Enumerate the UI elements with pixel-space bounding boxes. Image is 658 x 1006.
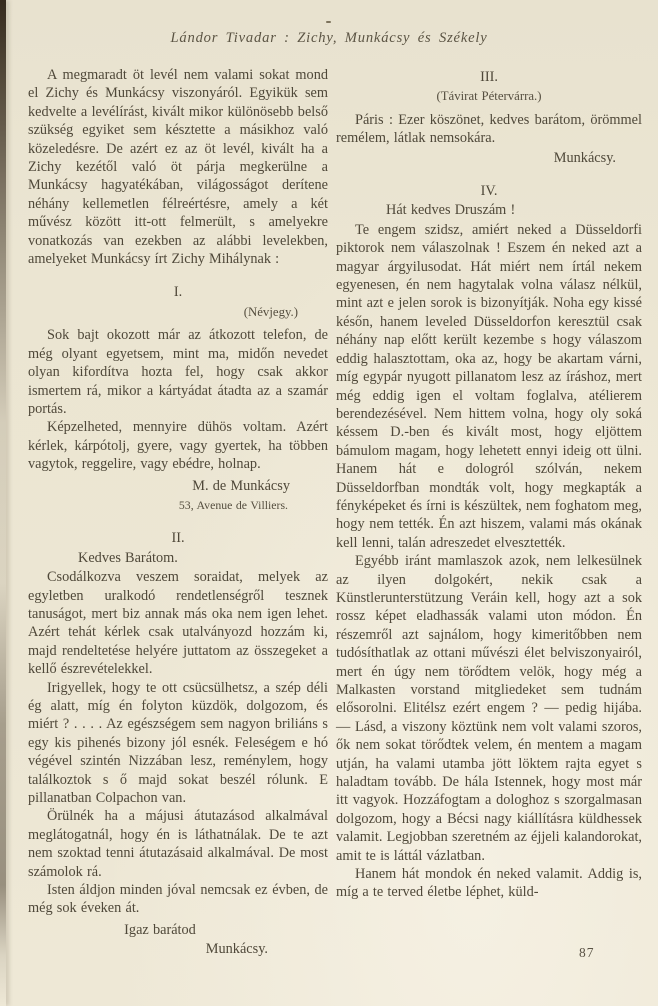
letter-2-number: II. xyxy=(171,530,185,547)
letter-2-paragraph: Irigyellek, hogy te ott csücsülhetsz, a szép déli ég alatt, míg én folyton küzdök, dolgozom, és miért ? . . . . Az egészségem sem nagyon briliáns s egy kis pihenés bizony jól esnék. Feleségem e hó végével szintén Nizzában lesz, reménylem, hogy találkoztok s ő majd sokat beszél rólunk. E pillanatban Colpachon van. xyxy=(28,679,328,807)
letter-4-paragraph: Egyébb iránt mamlaszok azok, nem lelkesülnek az ilyen dolgokért, nekik csak a Künstlerunterstützung Veráin kell, hogy azt a sok rossz képet eladhassák valami uton módon. Én részemről azt sajnálom, hogy kimeritőbben nem tudósíthatlak az ottani művészi élet belviszonyairól, mert én úgy nem törődtem velök, hogy még a Malkasten vorstand mitgliedeket sem tudnám elősorolni. Elitélsz ezért engem ? — pedig hijába. — Lásd, a viszony köztünk nem volt valami szoros, ők nem sokat törődtek velem, én mentem a magam utján, ha valami utamba jött löktem rajta egyet s haladtam tovább. De hála Istennek, hogy most már itt vagyok. Hozzáfogtam a dologhoz s szorgalmasan dolgozom, hogy a Bécsi nagy kiállításra küldhessek valamit. Legjobban szeretném az éjjeli kalandorokat, amit te is láttál vázlatban. xyxy=(336,553,642,864)
left-column xyxy=(28,66,328,959)
page-edge-shadow xyxy=(0,0,6,1006)
letter-3-number: III. xyxy=(480,69,498,85)
letter-2-closing: Igaz barátod xyxy=(124,921,196,938)
page-number: 87 xyxy=(579,945,595,960)
letter-4-paragraph: Hanem hát mondok én neked valamit. Addig is, míg a te terved életbe léphet, küld- xyxy=(336,866,642,901)
letter-3-note: (Távirat Pétervárra.) xyxy=(436,89,542,104)
ink-speck xyxy=(326,21,331,23)
intro-paragraph: A megmaradt öt levél nem valami sokat mond el Zichy és Munkácsy viszonyáról. Egyikük sem kedvelte a levélírást, kivált mikor különösebb belső szükség egyiket sem késztette a másikhoz való közeledésre. De azért ez az öt levél, kivált ha a Zichy kezétől való öt párja megkerülne a Munkácsy hagyatékában, világosságot derítene néhány kellemetlen félreértésre, amely a két művész között itt-ott felmerült, s amelyekre vonatkozás van ezekben az alábbi levelekben, amelyeket Munkácsy írt Zichy Mihálynak : xyxy=(28,67,328,268)
letter-1-signature-address: 53, Avenue de Villiers. xyxy=(178,497,288,512)
letter-1-signature: M. de Munkácsy xyxy=(192,477,290,494)
letter-2-paragraph: Örülnék ha a májusi átutazásod alkalmával meglátogatnál, hogy én is láthatnálak. De te azt nem szoktad tenni átutazásaid alkalmával. De most számolok rá. xyxy=(28,808,328,880)
text-columns xyxy=(28,66,642,959)
running-header: Lándor Tivadar : Zichy, Munkácsy és Székely xyxy=(170,30,488,46)
letter-1-note: (Névjegy.) xyxy=(243,304,298,319)
letter-1-paragraph: Képzelheted, mennyire dühös voltam. Azért kérlek, kárpótolj, gyere, vagy gyertek, ha többen vagytok, reggelire, vagy ebédre, holnap. xyxy=(28,419,328,473)
letter-2-paragraph: Csodálkozva veszem soraidat, melyek az egyletben uralkodó rendetlenségről tesznek tanuságot, mert biz annak más oka nem igen lehet. Azért tehát kérlek csak utalványozd hozzám ki, majd rendeltetése helyére juttatom az összegeket a kellő észrevételekkel. xyxy=(28,569,328,678)
letter-1-paragraph: Sok bajt okozott már az átkozott telefon, de még olyant egyetsem, mint ma, midőn nevedet olyan kifordítva hozta fel, hogy csak akkor ismertem rá, mikor a kártyádat átadta az a szamár portás. xyxy=(28,327,328,417)
letter-3-paragraph: Páris : Ezer köszönet, kedves barátom, örömmel remélem, látlak nemsokára. xyxy=(336,111,642,147)
right-column xyxy=(336,66,642,959)
letter-4-paragraph: Te engem szidsz, amiért neked a Düsseldorfi piktorok nem válaszolnak ! Eszem én neked azt a magyar árgyilusodat. Hát miért nem írtál nekem egyenesen, én nem hagytalak volna válasz nélkül, mint azt e jelen sorok is bizonyítják. Noha egy kissé későn, hanem leveled Düsseldorfon keresztül csak néhány nap előtt került kezembe s hogy válaszom eddig halasztottam, oka az, hogy be akartam várni, míg egypár nyugott pillanatom lesz az íráshoz, mert még eddig igen el voltam foglalva, atélierem berendezésével. Nem hittem volna, hogy oly soká késsem D.-ben és kivált most, hogy eljöttem bámulom magam, hogy lehetett ennyi ideig ott ülni. Hanem hát e dologról szólván, nekem Düsseldorfban mondták volt, hogy megkapták a fényképeket és írni is készültek, nem foghatom meg, hogy nem tették. Én azt hiszem, valami más okának kell lenni, talán adreszedet elvesztették. xyxy=(336,221,642,551)
letter-3-signature: Munkácsy. xyxy=(553,149,616,166)
letter-2-signature: Munkácsy. xyxy=(205,941,268,958)
letter-1-number: I. xyxy=(173,284,183,301)
letter-2-salutation: Kedves Barátom. xyxy=(78,549,178,566)
letter-2-paragraph: Isten áldjon minden jóval nemcsak ez évben, de még sok éveken át. xyxy=(28,882,328,917)
letter-4-number: IV. xyxy=(480,183,498,200)
letter-4-salutation: Hát kedves Druszám ! xyxy=(386,202,516,219)
